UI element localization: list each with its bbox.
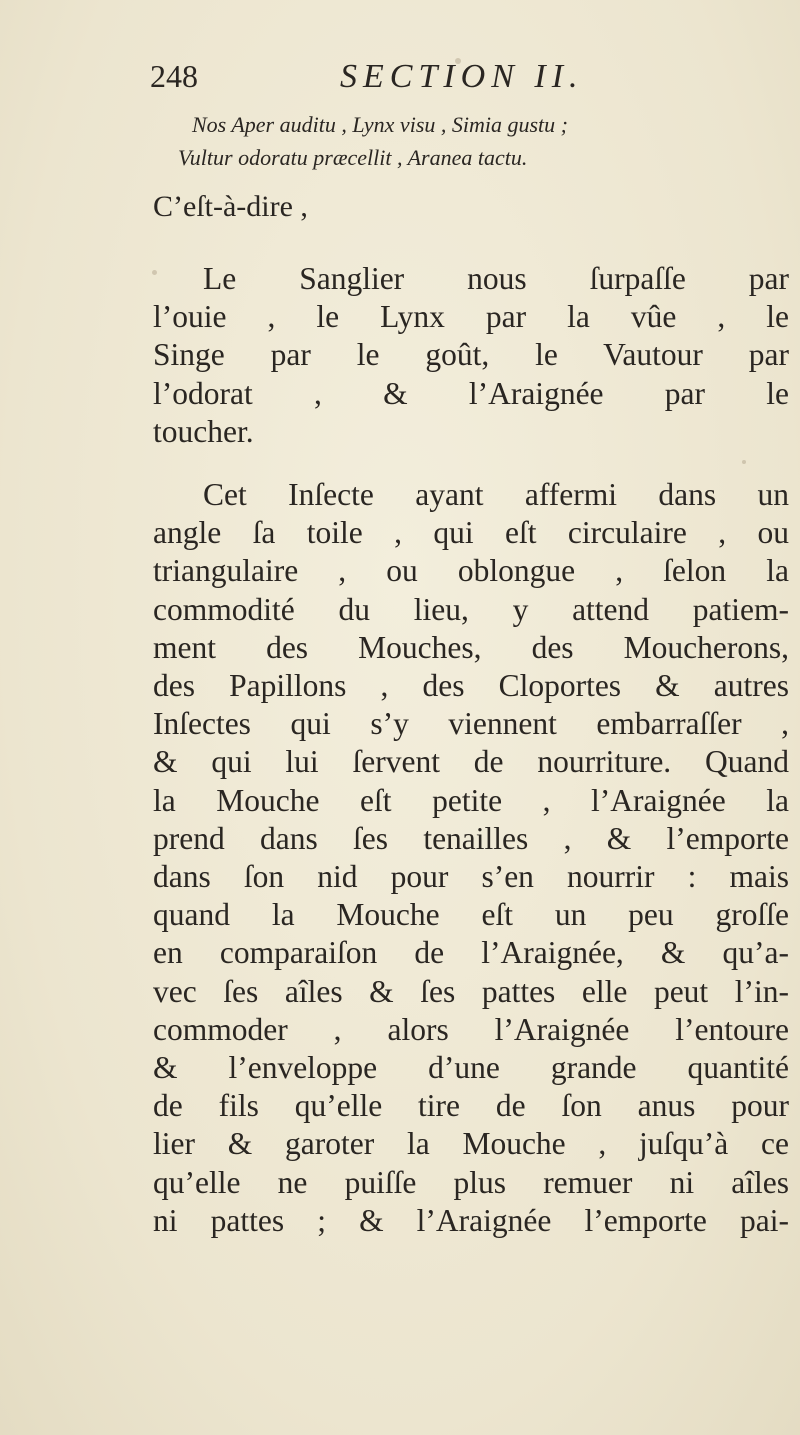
- text-line: prend dans ſes tenailles , & l’emporte: [153, 820, 789, 856]
- text-line: Singe par le goût, le Vautour par: [153, 337, 789, 373]
- paragraph-1: [153, 260, 789, 451]
- text-line: quand la Mouche eſt un peu groſſe: [153, 897, 789, 933]
- text-line: commodité du lieu, y attend patiem-: [153, 591, 789, 627]
- text-line: dans ſon nid pour s’en nourrir : mais: [153, 859, 789, 895]
- latin-verse-line-2: Vultur odoratu præcellit , Aranea tactu.: [178, 145, 528, 170]
- text-line: l’odorat , & l’Araignée par le: [153, 375, 789, 411]
- latin-verse-line-1: Nos Aper auditu , Lynx visu , Simia gustu ;: [192, 112, 568, 137]
- text-line: angle ſa toile , qui eſt circulaire , ou: [153, 515, 789, 551]
- text-line: Inſectes qui s’y viennent embarraſſer ,: [153, 706, 789, 742]
- text-line: ni pattes ; & l’Araignée l’emporte pai-: [153, 1202, 789, 1238]
- text-line: qu’elle ne puiſſe plus remuer ni aîles: [153, 1164, 789, 1200]
- text-line: l’ouie , le Lynx par la vûe , le: [153, 299, 789, 335]
- text-line: toucher.: [153, 413, 254, 449]
- text-line: en comparaiſon de l’Araignée, & qu’a-: [153, 935, 789, 971]
- paper-spot: [455, 58, 461, 64]
- text-line: vec ſes aîles & ſes pattes elle peut l’in-: [153, 973, 789, 1009]
- paper-spot: [152, 270, 157, 275]
- text-line: lier & garoter la Mouche , juſqu’à ce: [153, 1126, 789, 1162]
- text-line: & l’enveloppe d’une grande quantité: [153, 1050, 789, 1086]
- running-head: SECTION II.: [340, 58, 584, 95]
- text-line: des Papillons , des Cloportes & autres: [153, 668, 789, 704]
- text-line: & qui lui ſervent de nourriture. Quand: [153, 744, 789, 780]
- text-line: commoder , alors l’Araignée l’entoure: [153, 1011, 789, 1047]
- page-number: 248: [150, 58, 198, 94]
- text-line: Cet Inſecte ayant affermi dans un: [203, 477, 789, 512]
- text-line: la Mouche eſt petite , l’Araignée la: [153, 782, 789, 818]
- text-line: triangulaire , ou oblongue , ſelon la: [153, 553, 789, 589]
- text-line: Le Sanglier nous ſurpaſſe par: [203, 261, 789, 296]
- text-line: de fils qu’elle tire de ſon anus pour: [153, 1088, 789, 1124]
- text-line: ment des Mouches, des Moucherons,: [153, 629, 789, 665]
- paragraph-2: [153, 476, 789, 1240]
- page-header: [150, 58, 650, 98]
- paper-spot: [742, 460, 746, 464]
- intro-line: C’eſt-à-dire ,: [153, 190, 308, 223]
